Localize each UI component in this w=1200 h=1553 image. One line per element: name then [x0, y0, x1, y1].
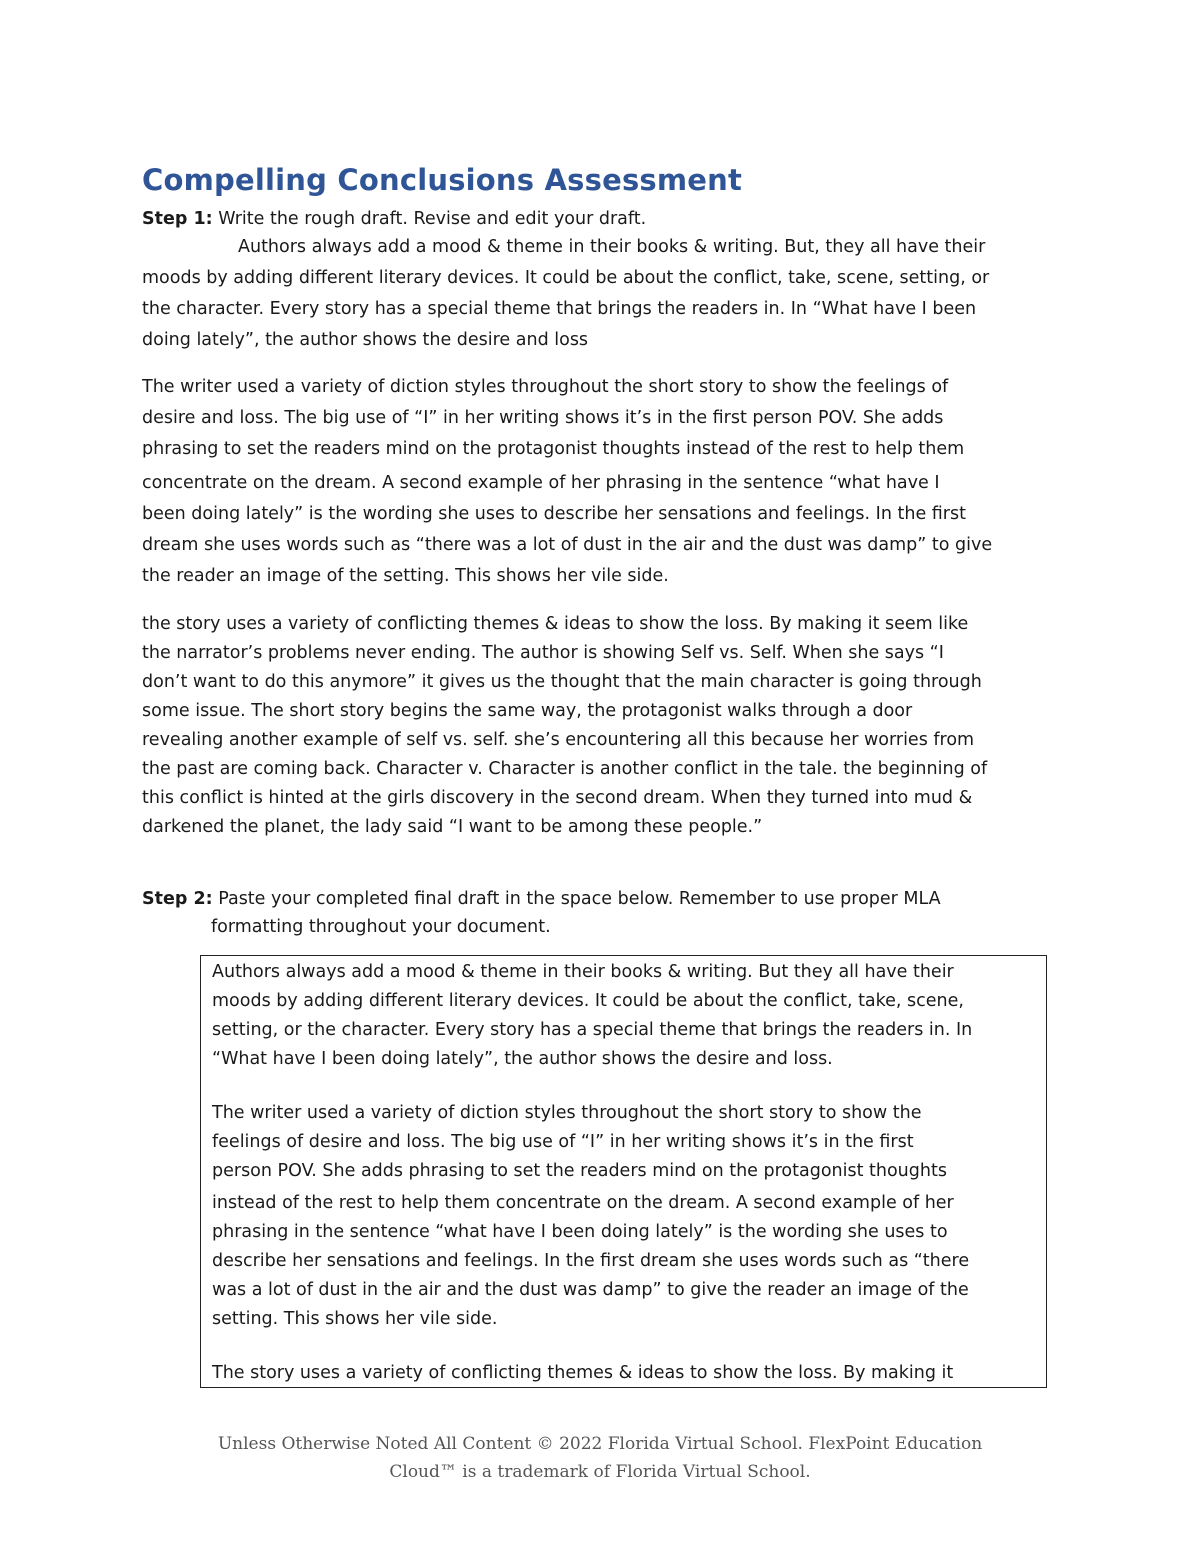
final-draft-p1-line: moods by adding different literary devices. It could be about the conflict, take, scene,: [212, 991, 964, 1011]
rough-draft-p2-line: desire and loss. The big use of “I” in her writing shows it’s in the first person POV. She adds: [142, 408, 944, 428]
rough-draft-p3-line: revealing another example of self vs. self. she’s encountering all this because her worries from: [142, 730, 975, 750]
final-draft-paragraph-2: [212, 1099, 1042, 1334]
final-draft-p2-line: was a lot of dust in the air and the dust was damp” to give the reader an image of the: [212, 1280, 969, 1300]
rough-draft-p1-line: moods by adding different literary devices. It could be about the conflict, take, scene, setting, or: [142, 268, 990, 288]
rough-draft-p3-line: this conflict is hinted at the girls discovery in the second dream. When they turned into mud &: [142, 788, 973, 808]
final-draft-paragraph-1: [212, 958, 1042, 1074]
rough-draft-paragraph-2: [142, 372, 1072, 592]
rough-draft-p2-line: been doing lately” is the wording she uses to describe her sensations and feelings. In the first: [142, 504, 966, 524]
final-draft-paragraph-3: [212, 1359, 1042, 1388]
final-draft-p2-line: person POV. She adds phrasing to set the readers mind on the protagonist thoughts: [212, 1161, 947, 1181]
rough-draft-p3-line: don’t want to do this anymore” it gives us the thought that the main character is going through: [142, 672, 982, 692]
final-draft-p1-line: “What have I been doing lately”, the author shows the desire and loss.: [212, 1049, 833, 1069]
rough-draft-p1-line: doing lately”, the author shows the desire and loss: [142, 330, 589, 350]
rough-draft-p3-line: the narrator’s problems never ending. The author is showing Self vs. Self. When she says “I: [142, 643, 944, 663]
rough-draft-p3-line: darkened the planet, the lady said “I want to be among these people.”: [142, 817, 763, 837]
final-draft-p2-line: setting. This shows her vile side.: [212, 1309, 498, 1329]
step-1-text: Write the rough draft. Revise and edit your draft.: [212, 209, 647, 229]
step-2-instruction-continued: formatting throughout your document.: [211, 917, 551, 937]
rough-draft-p2-line: the reader an image of the setting. This shows her vile side.: [142, 566, 669, 586]
step-1-label: Step 1:: [142, 209, 213, 229]
final-draft-p3-line: The story uses a variety of conflicting themes & ideas to show the loss. By making it: [212, 1363, 954, 1383]
rough-draft-p1-line: the character. Every story has a special theme that brings the readers in. In “What have I been: [142, 299, 977, 319]
step-2-text: Paste your completed final draft in the space below. Remember to use proper MLA: [212, 889, 941, 909]
final-draft-p2-line: describe her sensations and feelings. In the first dream she uses words such as “there: [212, 1251, 970, 1271]
rough-draft-p2-line: The writer used a variety of diction styles throughout the short story to show the feelings of: [142, 377, 949, 397]
page-title: Compelling Conclusions Assessment: [142, 163, 743, 197]
rough-draft-p2-line: phrasing to set the readers mind on the protagonist thoughts instead of the rest to help them: [142, 439, 965, 459]
rough-draft-p3-line: the past are coming back. Character v. Character is another conflict in the tale. the beginning of: [142, 759, 988, 779]
final-draft-p2-line: instead of the rest to help them concentrate on the dream. A second example of her: [212, 1193, 954, 1213]
final-draft-p2-line: phrasing in the sentence “what have I been doing lately” is the wording she uses to: [212, 1222, 948, 1242]
rough-draft-p2-line: concentrate on the dream. A second example of her phrasing in the sentence “what have I: [142, 473, 940, 493]
footer-line: Cloud™ is a trademark of Florida Virtual School.: [389, 1462, 811, 1482]
rough-draft-p1-line: Authors always add a mood & theme in their books & writing. But, they all have their: [238, 237, 986, 257]
rough-draft-paragraph-3: [142, 610, 1072, 842]
rough-draft-p2-line: dream she uses words such as “there was a lot of dust in the air and the dust was damp” to give: [142, 535, 993, 555]
rough-draft-p3-line: the story uses a variety of conflicting themes & ideas to show the loss. By making it seem like: [142, 614, 969, 634]
step-2-instruction: [142, 885, 941, 914]
final-draft-p1-line: setting, or the character. Every story has a special theme that brings the readers in. In: [212, 1020, 973, 1040]
step-1-instruction: [142, 205, 646, 234]
final-draft-p1-line: Authors always add a mood & theme in their books & writing. But they all have their: [212, 962, 954, 982]
rough-draft-p3-line: some issue. The short story begins the same way, the protagonist walks through a door: [142, 701, 913, 721]
footer-line: Unless Otherwise Noted All Content © 2022 Florida Virtual School. FlexPoint Education: [217, 1434, 983, 1454]
final-draft-textbox[interactable]: [200, 955, 1047, 1388]
rough-draft-paragraph-1: [142, 232, 1072, 356]
page-footer: [0, 1430, 1200, 1486]
step-2-label: Step 2:: [142, 889, 213, 909]
final-draft-p2-line: feelings of desire and loss. The big use of “I” in her writing shows it’s in the first: [212, 1132, 914, 1152]
final-draft-p2-line: The writer used a variety of diction styles throughout the short story to show the: [212, 1103, 922, 1123]
